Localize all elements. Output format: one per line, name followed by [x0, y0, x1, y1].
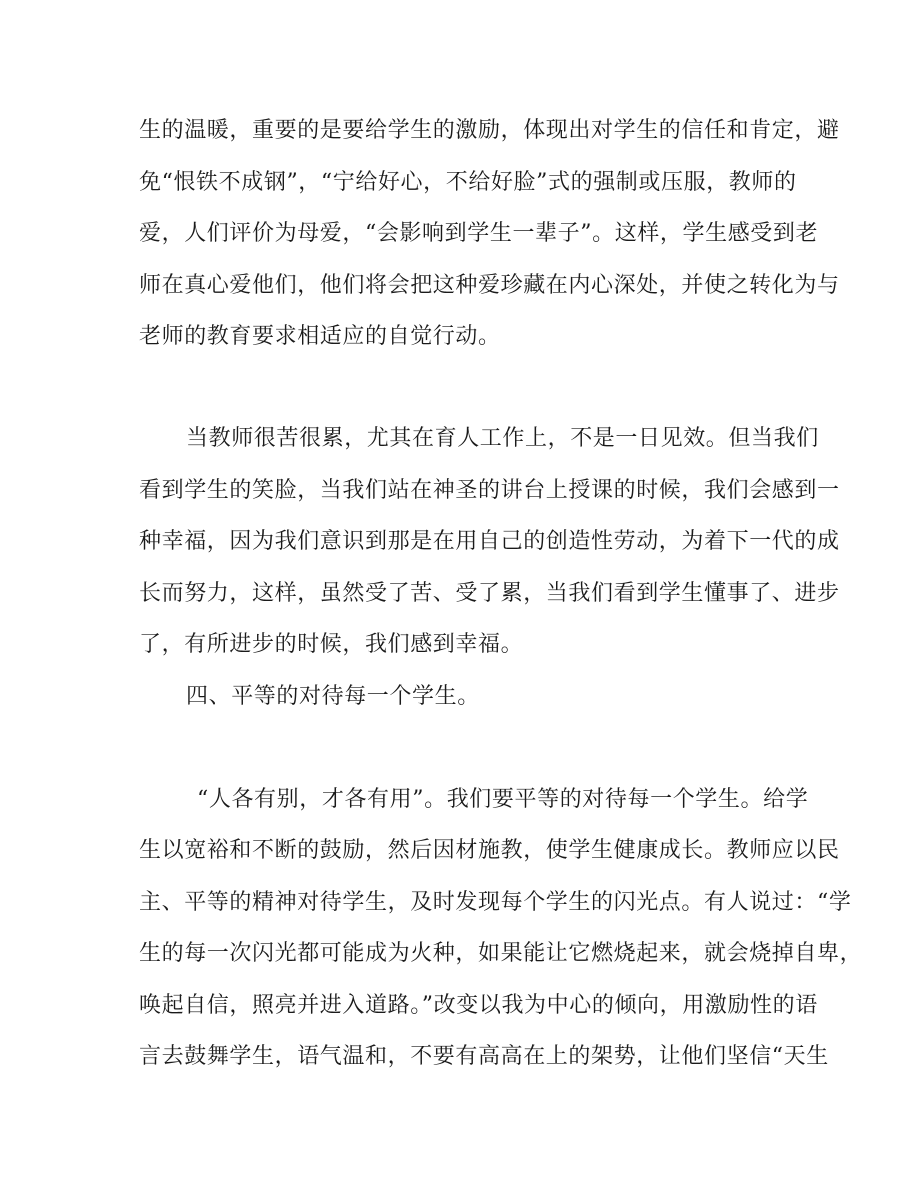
- paragraph-line: “人各有别，才各有用”。我们要平等的对待每一个学生。给学: [197, 787, 809, 812]
- paragraph-line: 了，有所进步的时候，我们感到幸福。: [139, 632, 524, 657]
- section-heading: 四、平等的对待每一个学生。: [186, 684, 480, 709]
- paragraph-line: 长而努力，这样，虽然受了苦、受了累，当我们看到学生懂事了、进步: [139, 581, 840, 606]
- paragraph-line: 生的每一次闪光都可能成为火种，如果能让它燃烧起来，就会烧掉自卑，: [139, 941, 863, 966]
- paragraph-line: 生以宽裕和不断的鼓励，然后因材施教，使学生健康成长。教师应以民: [139, 838, 840, 863]
- paragraph-line: 免“恨铁不成钢”，“宁给好心，不给好脸”式的强制或压服，教师的: [139, 170, 797, 195]
- paragraph-line: 种幸福，因为我们意识到那是在用自己的创造性劳动，为着下一代的成: [139, 529, 840, 554]
- paragraph-line: 生的温暖，重要的是要给学生的激励，体现出对学生的信任和肯定，避: [139, 118, 840, 143]
- paragraph-line: 看到学生的笑脸，当我们站在神圣的讲台上授课的时候，我们会感到一: [139, 478, 840, 503]
- paragraph-line: 老师的教育要求相适应的自觉行动。: [139, 324, 501, 349]
- paragraph-line: 唤起自信，照亮并进入道路。”改变以我为中心的倾向，用激励性的语: [139, 993, 818, 1018]
- paragraph-line: 爱，人们评价为母爱，“会影响到学生一辈子”。这样，学生感受到老: [139, 221, 819, 246]
- paragraph-line: 当教师很苦很累，尤其在育人工作上，不是一日见效。但当我们: [186, 426, 819, 451]
- paragraph-line: 主、平等的精神对待学生，及时发现每个学生的闪光点。有人说过：“学: [139, 890, 852, 915]
- paragraph-line: 师在真心爱他们，他们将会把这种爱珍藏在内心深处，并使之转化为与: [139, 273, 840, 298]
- paragraph-line: 言去鼓舞学生，语气温和，不要有高高在上的架势，让他们坚信“天生: [139, 1044, 829, 1069]
